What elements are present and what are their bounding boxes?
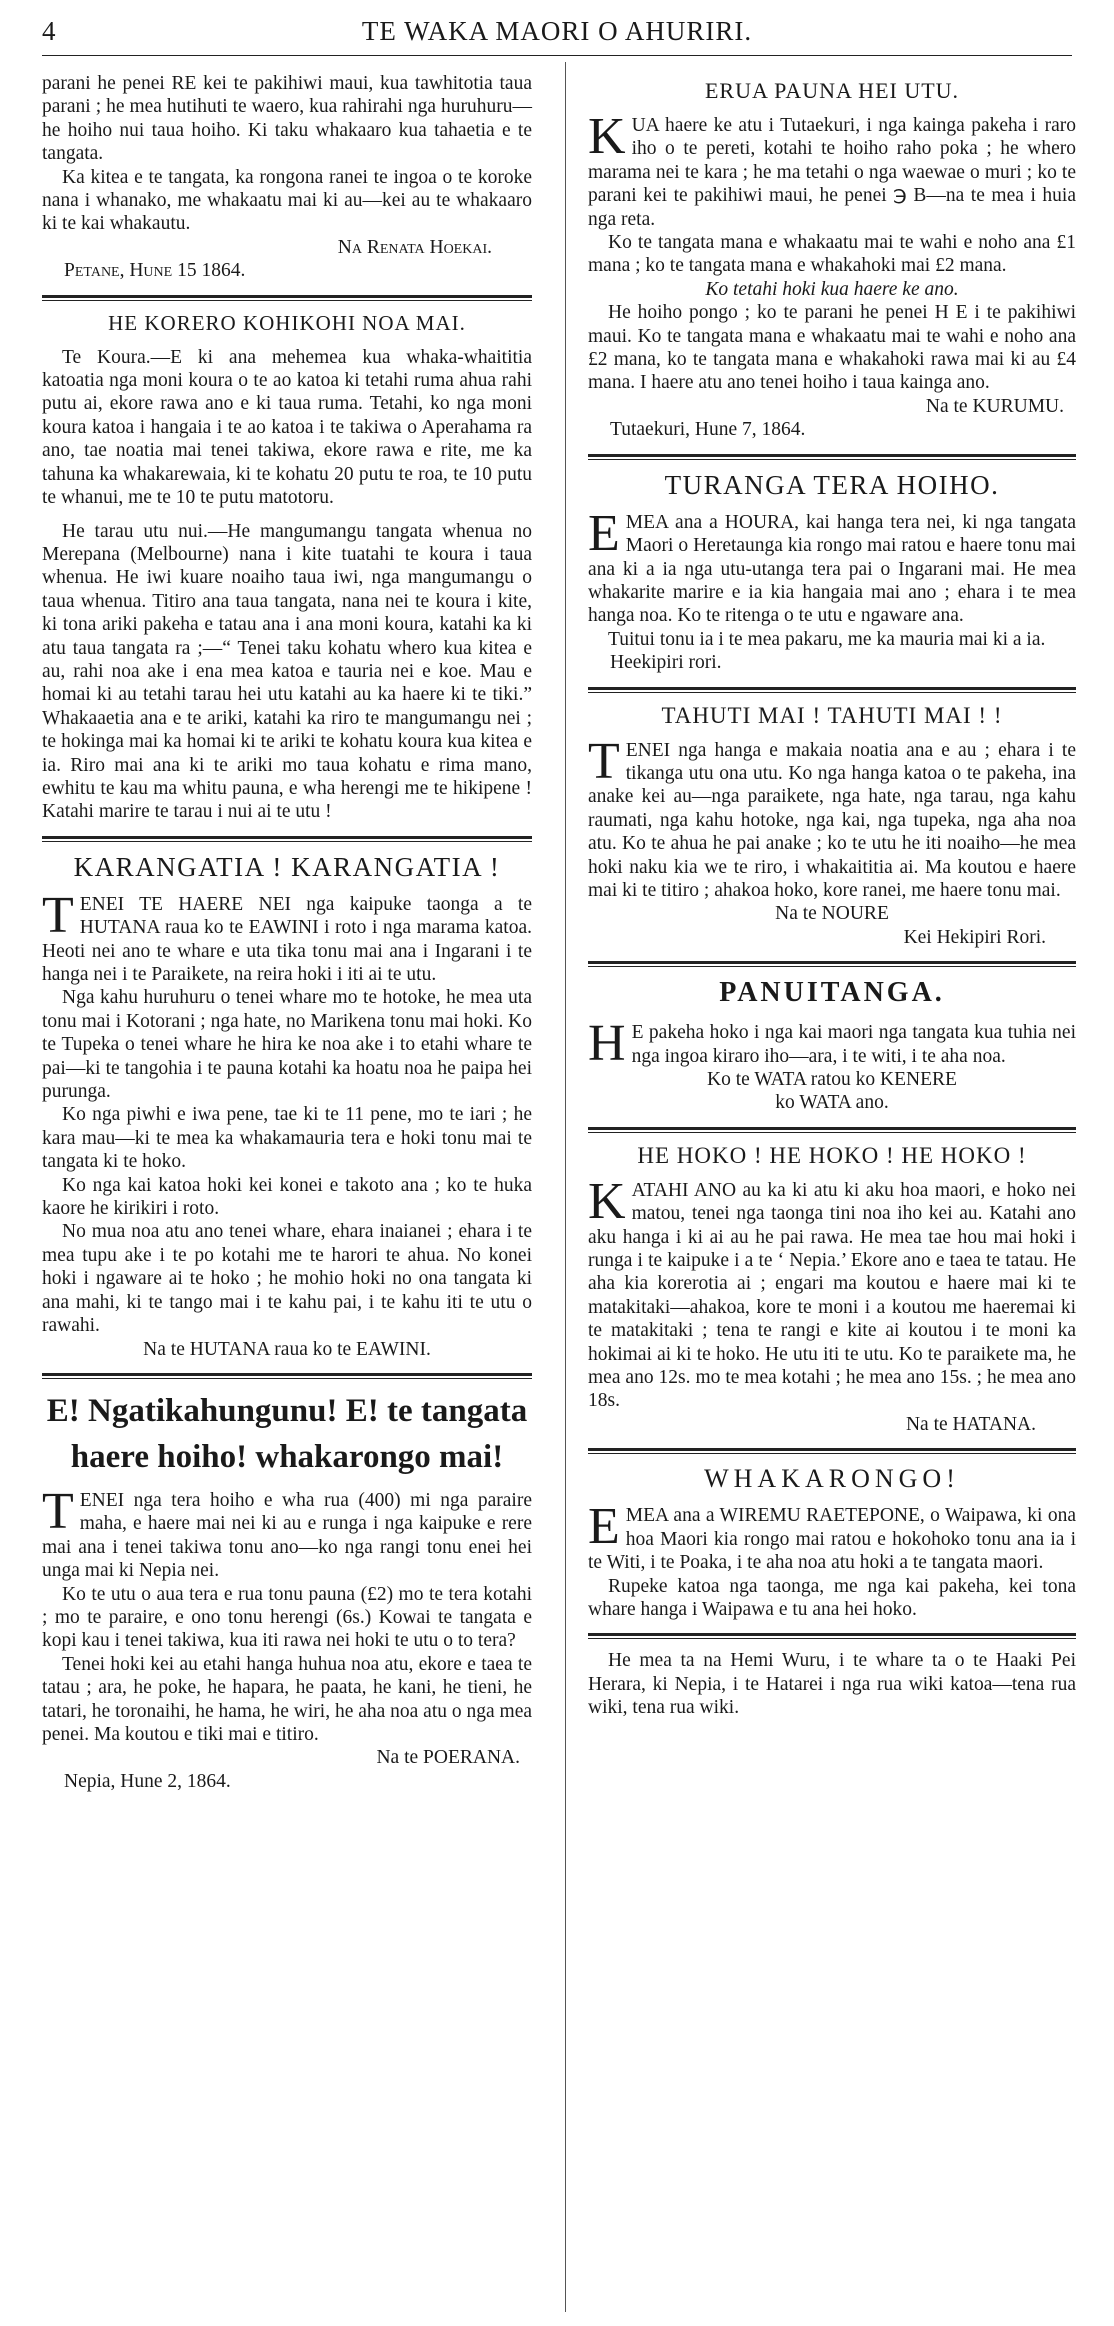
- running-head: TE WAKA MAORI O AHURIRI.: [361, 16, 753, 46]
- header-rule: [42, 55, 1072, 56]
- notice-intro: [42, 72, 532, 283]
- advert-paragraph-3: Ko nga piwhi e iwa pene, tae ki te 11 pene, mo te iari ; he kara mau—ki te mea ka whakamauria tera e hoki tonu mai te tangata ki te hoko.: [42, 1104, 532, 1173]
- section-rule: [588, 454, 1076, 460]
- left-column: [42, 72, 532, 1793]
- article-paragraph-1: Te Koura.—E ki ana mehemea kua whaka-whaititia katoatia nga moni koura o te ao katoa ki tetahi ruma ahua rahi putu ai, ekore rawa ano e ki taua ruma. Tetahi, ko nga moni koura katoa i hangaia i te ao katoa i te takiwa o Aperahama ra ano, tae noatia mai tenei takiwa, ekore rawa e rite, me ka tahuna ka whakarewaia, ki te kohatu 20 putu te roa, te 10 putu te whanui, me te 10 te putu matotoru.: [42, 346, 532, 509]
- column-divider: [565, 62, 566, 2312]
- notice-paragraph-2: Ko te tangata mana e whakaatu mai te wahi e noho ana £1 mana ; ko te tangata mana e whakahoki mai £2 mana.: [588, 232, 1076, 277]
- section-rule: [588, 687, 1076, 693]
- drop-cap-letter: E: [588, 1498, 620, 1556]
- drop-cap-letter: T: [42, 1482, 74, 1540]
- advert-signature-2: ko WATA ano.: [775, 1092, 889, 1114]
- section-rule: [588, 961, 1076, 967]
- drop-cap-letter: K: [588, 108, 626, 165]
- advert-heading: TAHUTI MAI ! TAHUTI MAI ! !: [661, 702, 1003, 728]
- advert-heading: TURANGA TERA HOIHO.: [664, 469, 1000, 500]
- article-korero: [42, 311, 532, 824]
- notice-erua: [588, 78, 1076, 442]
- advert-turanga: [588, 470, 1076, 675]
- advert-signature: Na te HUTANA raua ko te EAWINI.: [143, 1338, 431, 1360]
- advert-paragraph-2: Rupeke katoa nga taonga, me nga kai pakeha, kei tona whare hanga i Waipawa e tu ana hei hoko.: [588, 1575, 1076, 1620]
- page-number: 4: [42, 16, 56, 46]
- section-rule: [588, 1127, 1076, 1133]
- notice-paragraph-3: He hoiho pongo ; ko te parani he penei H E i te pakihiwi maui. Ko te tangata mana e whakaatu mai te wahi e noho ana £2 mana, ko te tangata mana e whakahoki rawa mai ki au £4 mana. I haere atu ano tenei hoiho i taua kainga ano.: [588, 302, 1076, 394]
- right-column: [588, 72, 1076, 1720]
- advert-heading-line-2: haere hoiho! whakarongo mai!: [70, 1438, 504, 1475]
- advert-paragraph-4: Ko nga kai katoa hoki kei konei e takoto ana ; ko te huka kaore he kirikiri i roto.: [42, 1174, 532, 1220]
- advert-date: Nepia, Hune 2, 1864.: [64, 1770, 231, 1792]
- section-rule: [42, 836, 532, 842]
- drop-cap-letter: T: [588, 732, 620, 790]
- drop-cap-letter: K: [588, 1172, 626, 1230]
- notice-heading: ERUA PAUNA HEI UTU.: [704, 78, 960, 103]
- article-paragraph-2: He tarau utu nui.—He mangumangu tangata whenua no Merepana (Melbourne) nana i kite tuatahi te koura i taua whenua. He iwi kuare noaiho taua iwi, nga mangumangu o taua whenua. Titiro ana taua tangata, nana nei te koura i kite, ki tona ariki pakeha e tatau ana i ana moni koura, katahi ka ki atu taua tangata ra ;—“ Tenei taku kohatu whero kua kitea e au, rahi noa ake i ena mea katoa e tauria nei e koe. Mau e homai ki au tetahi tarau hei utu katahi au ka haere ki te tiki.” Whakaaetia ana e te ariki, katahi ka riro te mangumangu nei ; te hokinga mai ka homai ki te ariki te kohatu koura kua kitea e ia. Riro mai ana ki te ariki mo taua kohatu e rima mano, ewhitu te kau ma whitu pauna, e wha herengi me te hikipene ! Katahi marire te tarau i nui ai te utu !: [42, 520, 532, 823]
- section-rule: [588, 1448, 1076, 1454]
- advert-paragraph-2: Nga kahu huruhuru o tenei whare mo te hotoke, he mea uta tonu mai i Kotorani ; nga hate, no Marikena tonu mai hoki. Ko te Tupeka o tenei whare he hira ke noa ake i to etahi whare te pai—ki te tangohia i te pauna kotahi ka hoatu noa he paipa hei purunga.: [42, 987, 532, 1103]
- advert-paragraph-1: KATAHI ANO au ka ki atu ki aku hoa maori, e hoko nei matou, tenei nga taonga tini noa iho kei au. Katahi ano aku hanga i ki ai au he pai rawa. He mea tae hou mai hoki i runga i te kaipuke i a te ‘ Nepia.’ Ekore ano e taea te tatau. He aha kia korerotia ai ; engari ma koutou e haere mai ki te matakitaki—ahakoa, kore te moni i a koutou me haeremai ki te matakitaki ; tena te rangi e kite ai koutou i te moni ka hokimai ai ki te hoko. He utu iti te utu. Ko te paraikete ma, he mea ano 12s. mo te mea kotahi ; he mea ano 15s. ; he mea ano 18s.: [588, 1172, 1076, 1412]
- section-rule: [588, 1633, 1076, 1639]
- intro-signature: Na Renata Hoekai.: [337, 236, 492, 258]
- advert-heading: KARANGATIA ! KARANGATIA !: [73, 851, 501, 882]
- advert-karangatia: [42, 852, 532, 1361]
- intro-paragraph-2: Ka kitea e te tangata, ka rongona ranei te ingoa o te koroke nana i whanako, me whakaatu mai ki au—kei au te whakaaro ki te kai whakautu.: [42, 166, 532, 235]
- advert-heading: HE HOKO ! HE HOKO ! HE HOKO !: [637, 1142, 1027, 1168]
- advert-paragraph-1: H E pakeha hoko i nga kai maori nga tangata kua tuhia nei nga ingoa kiraro iho—ara, i te witi, i te aha noa.: [588, 1015, 1076, 1073]
- section-rule: [42, 1373, 532, 1379]
- advert-signature-1: Ko te WATA ratou ko KENERE: [707, 1069, 957, 1090]
- advert-signature-1: Na te NOURE: [775, 903, 889, 925]
- advert-tahuti: [588, 703, 1076, 950]
- advert-paragraph-2: Tuitui tonu ia i te mea pakaru, me ka mauria mai ki a ia.: [608, 628, 1046, 650]
- advert-heading-line-1: E! Ngatikahungunu! E! te tangata: [46, 1392, 528, 1429]
- advert-signature: Na te POERANA.: [376, 1747, 520, 1769]
- intro-paragraph-1: parani he penei RE kei te pakihiwi maui, kua tawhitotia taua parani ; he mea hutihuti te waero, kua rahirahi nga huruhuru—he hoiho nui taua hoiho. Ki taku whakaaro kua tahaetia e te tangata.: [42, 73, 532, 165]
- page-header: [0, 0, 1114, 60]
- notice-signature: Na te KURUMU.: [925, 395, 1064, 417]
- advert-paragraph-1: TENEI nga tera hoiho e wha rua (400) mi nga paraire maha, e haere mai nei ki au e runga i nga kaipuke e rere mai ana i tenei takiwa tonu ano—ko nga rangi tonu enei hei unga mai ki Nepia nei.: [42, 1482, 532, 1582]
- advert-paragraph-2: Ko te utu o aua tera e rua tonu pauna (£2) mo te tera kotahi ; mo te paraire, e ono tonu herengi (6s.) Kowai te tangata e kopi kau i tenei takiwa, kua iti rawa nei hoki te utu o to tera?: [42, 1583, 532, 1652]
- advert-heading: PANUITANGA.: [719, 977, 945, 1009]
- advert-panuitanga: [588, 977, 1076, 1115]
- advert-ngatikahungunu: [42, 1389, 532, 1793]
- imprint-text: He mea ta na Hemi Wuru, i te whare ta o te Haaki Pei Herara, ki Nepia, i te Hatarei i nga rua wiki katoa—tena rua wiki, tena rua wiki.: [588, 1650, 1076, 1719]
- advert-signature: Heekipiri rori.: [610, 652, 722, 674]
- advert-signature-2: Kei Hekipiri Rori.: [903, 926, 1046, 948]
- notice-paragraph-1: KUA haere ke atu i Tutaekuri, i nga kainga pakeha i raro iho o te pereti, kotahi te hoiho raho poka ; he whero marama nei te kara ; he ma tetahi o nga waewae o muri ; ko te parani kei te pakihiwi maui, he penei ℈ B—na te mea i huia nga reta.: [588, 108, 1076, 230]
- advert-paragraph-1: TENEI TE HAERE NEI nga kaipuke taonga a te HUTANA raua ko te EAWINI i roto i nga marama katoa. Heoti nei ano te whare e uta tika tonu mai ana i Ingarani i te hanga nei i te Paraikete, na reira hoki i iti ai te utu.: [42, 886, 532, 985]
- imprint: [588, 1649, 1076, 1719]
- advert-whakarongo: [588, 1464, 1076, 1621]
- section-rule: [42, 295, 532, 301]
- advert-heading: WHAKARONGO!: [704, 1464, 960, 1494]
- advert-paragraph-3: Tenei hoki kei au etahi hanga huhua noa atu, ekore e taea te tatau ; ara, he poke, he hapara, he paata, he kani, he tieni, he tatari, he toronaihi, he hama, he wiri, he aha noa atu o nga mea penei. Ma koutou e tiki mai e titiro.: [42, 1653, 533, 1745]
- notice-date: Tutaekuri, Hune 7, 1864.: [610, 419, 806, 441]
- advert-hehoko: [588, 1143, 1076, 1436]
- advert-paragraph-5: No mua noa atu ano tenei whare, ehara inaianei ; ehara i te mea tupu ake i te po kotahi me te harori te ahua. No konei hoki i ngaware ai te hoko ; he mohio hoki no ona tangata ki ana mahi, ki te tango mai i te kahu pai, i te kahu iti te utu o rawahi.: [42, 1221, 532, 1337]
- notice-italic-line: Ko tetahi hoki kua haere ke ano.: [705, 278, 959, 300]
- drop-cap-letter: E: [588, 504, 620, 562]
- drop-cap-letter: H: [588, 1015, 626, 1073]
- advert-paragraph-1: EMEA ana a WIREMU RAETEPONE, o Waipawa, ki ona hoa Maori kia rongo mai ratou e hokohoko tonu ana ia i te Witi, i te Poaka, i te aha noa atu hoki a te tangata maori.: [588, 1498, 1076, 1574]
- drop-cap-letter: T: [42, 886, 74, 944]
- article-heading: HE KORERO KOHIKOHI NOA MAI.: [108, 310, 466, 335]
- advert-paragraph-1: EMEA ana a HOURA, kai hanga tera nei, ki nga tangata Maori o Heretaunga kia rongo mai ratou e haere tonu mai ana ki a ia nga utu-utanga tera pai o Ingarani mai. He mea whakarite marire e ia kia hangaia mai ano ; ehara i te mea hanga noa. Ko te ritenga o te utu e ngaware ana.: [588, 504, 1076, 627]
- advert-signature: Na te HATANA.: [905, 1413, 1036, 1435]
- advert-paragraph-1: TENEI nga hanga e makaia noatia ana e au ; ehara i te tikanga utu ona utu. Ko nga hanga katoa o te pakeha, ina anake kei au—nga paraikete, nga hate, nga tarau, nga kahu raumati, nga kahu hotoke, nga kai, nga tupeka, nga aha noa atu. Ko te ahua he pai anake ; ko te utu he iti noaiho—he mea hoki naku kia we te riro, i whakaititia ai. Ma koutou e haere mai ki te titiro ; ahakoa hoko, kore ranei, me haere tonu mai.: [588, 732, 1076, 901]
- intro-date: Petane, Hune 15 1864.: [64, 260, 246, 282]
